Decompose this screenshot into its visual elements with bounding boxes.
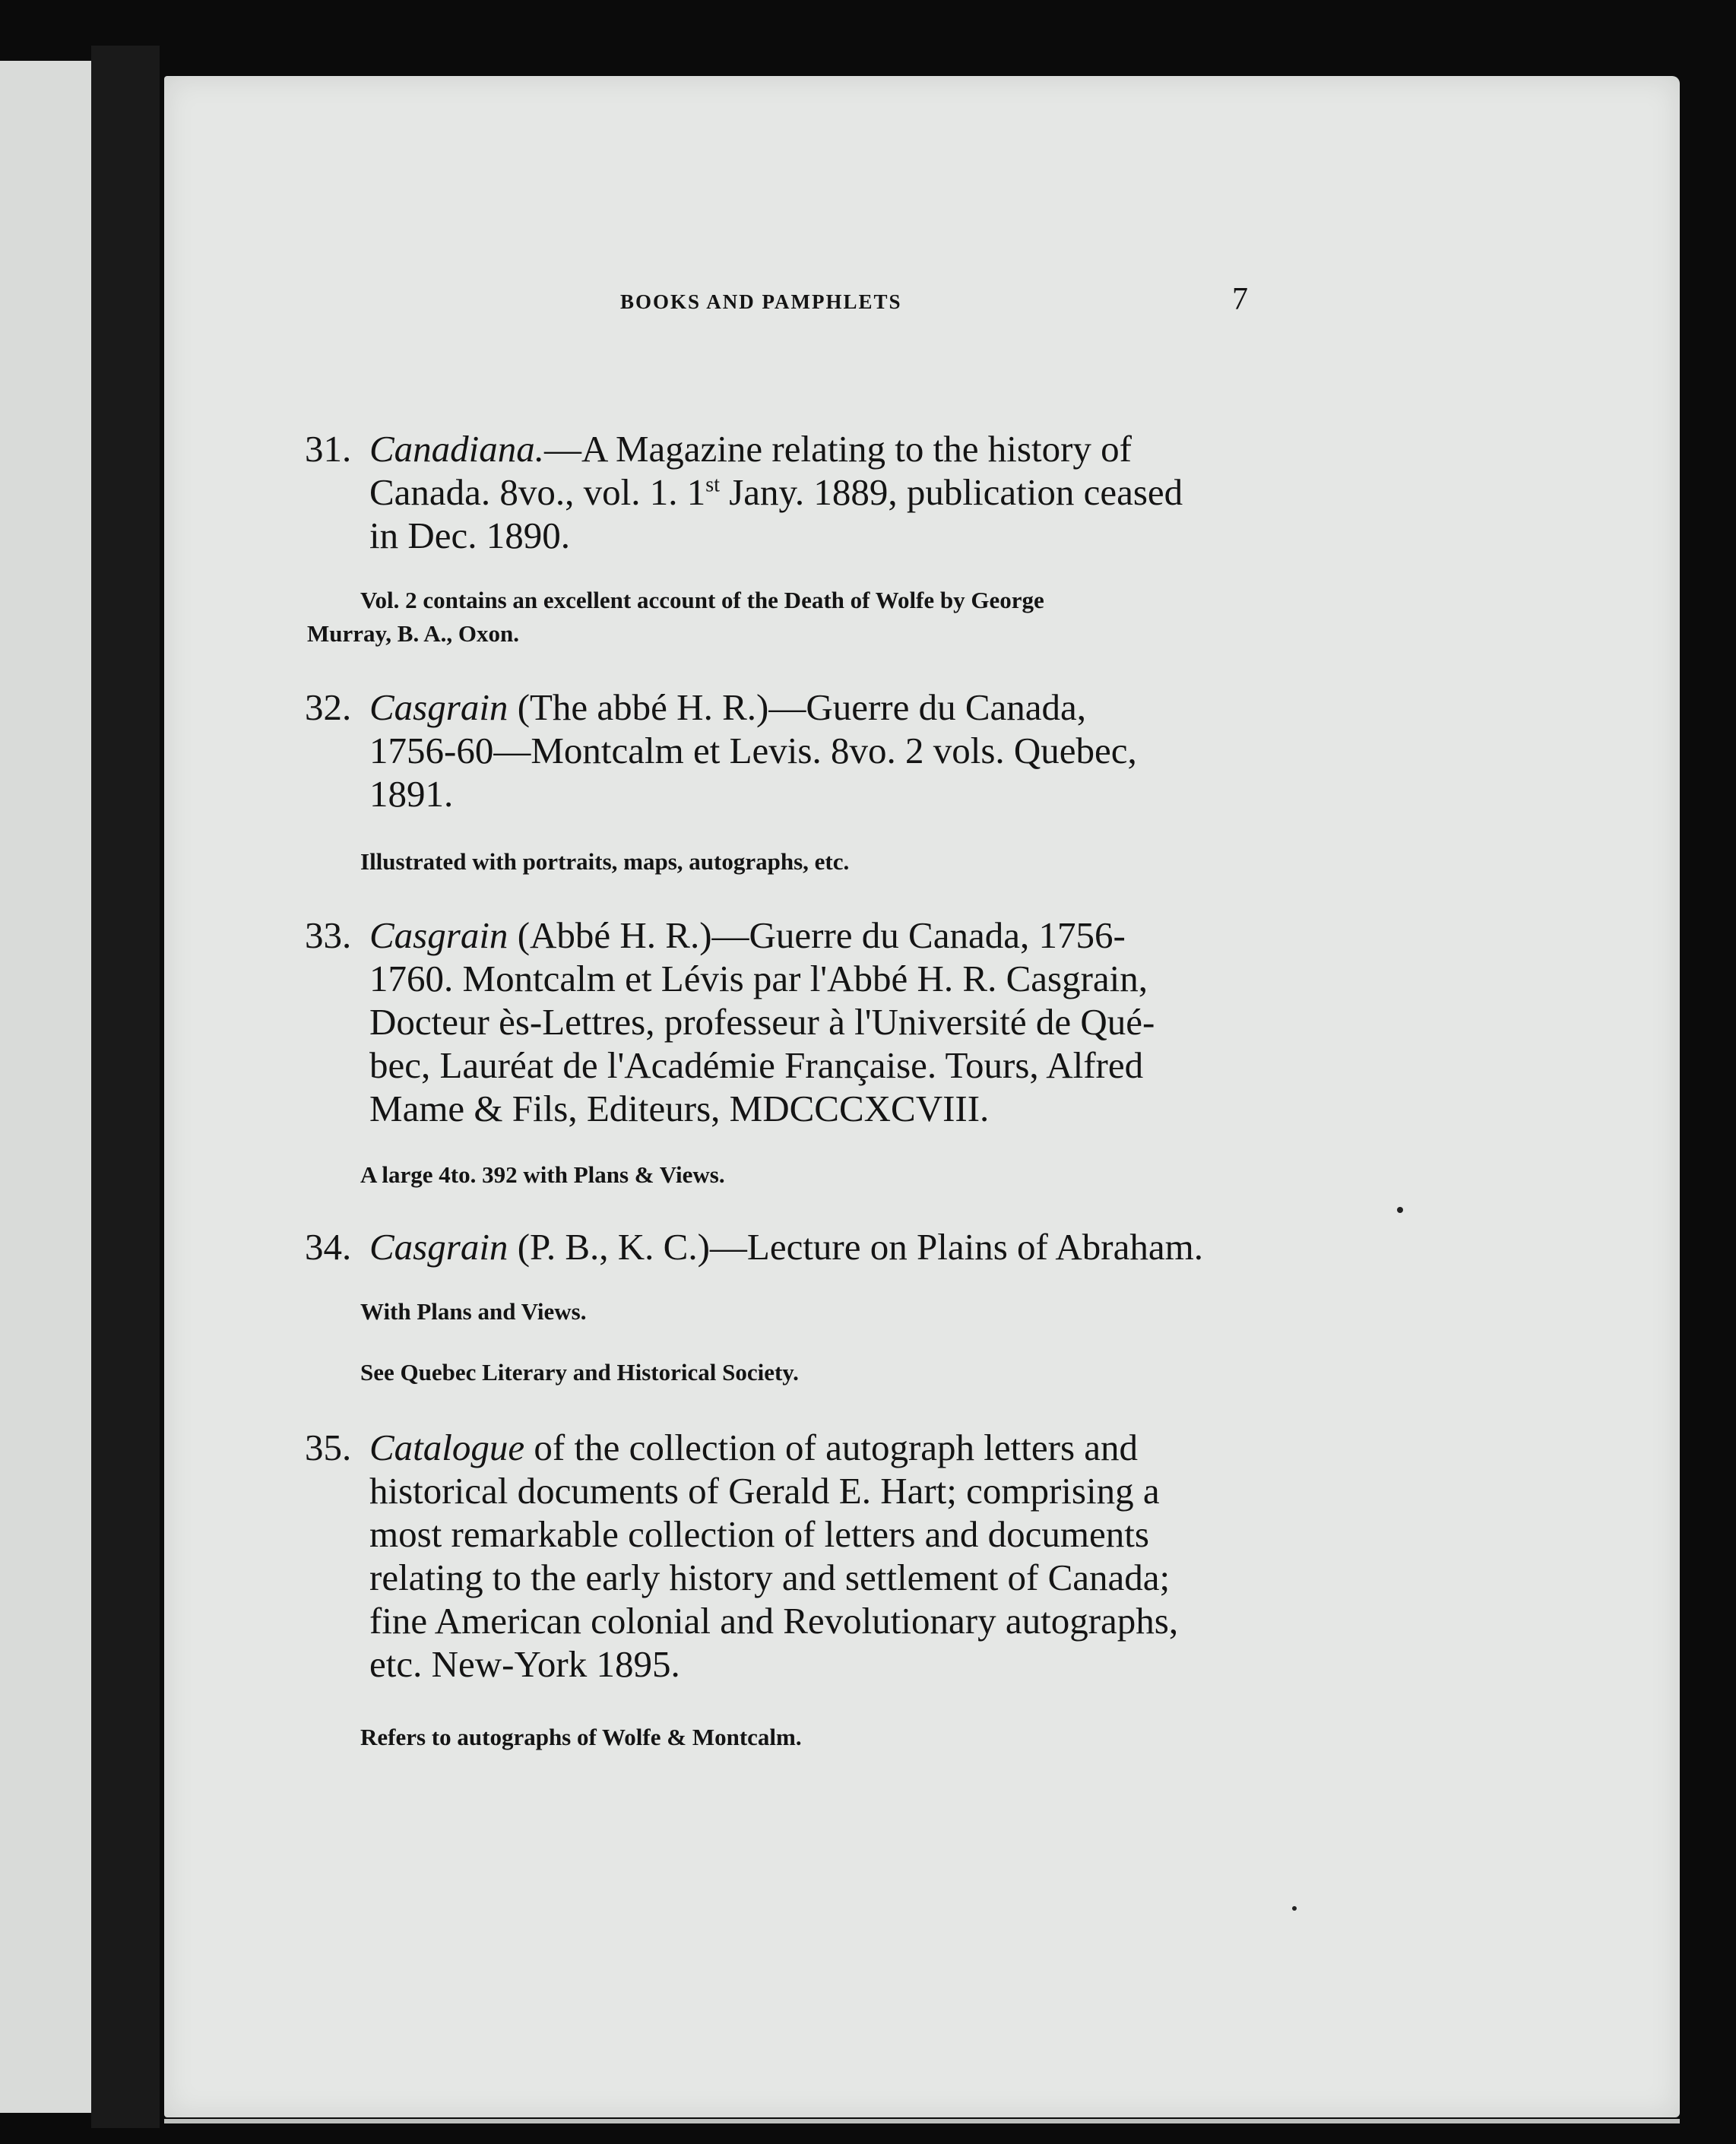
entry-34: [305, 1225, 1414, 1268]
entry-author: Casgrain: [369, 686, 508, 728]
entry-note: Illustrated with portraits, maps, autographs, etc.: [360, 848, 850, 875]
superscript: st: [705, 473, 720, 497]
entry-text-line: 1760. Montcalm et Lévis par l'Abbé H. R. Casgrain,: [369, 958, 1148, 999]
entry-text-line: (The abbé H. R.)—Guerre du Canada,: [508, 686, 1087, 728]
scan-speck: [1397, 1207, 1403, 1213]
entry-text-line: fine American colonial and Revolutionary autographs,: [369, 1600, 1179, 1642]
entry-text-line: (Abbé H. R.)—Guerre du Canada, 1756-: [508, 914, 1126, 956]
entry-author: Casgrain: [369, 914, 508, 956]
entry-number: 32.: [305, 686, 352, 728]
entry-text-line: Docteur ès-Lettres, professeur à l'Université de Qué-: [369, 1001, 1155, 1043]
entry-35: [305, 1426, 1414, 1686]
entry-text-line: 1891.: [369, 773, 454, 815]
entry-note: Vol. 2 contains an excellent account of the Death of Wolfe by George: [360, 587, 1044, 613]
entry-text-line: etc. New-York 1895.: [369, 1643, 680, 1685]
book-page: [164, 76, 1680, 2117]
entry-text-line: most remarkable collection of letters and documents: [369, 1513, 1149, 1555]
page-bottom-edge: [164, 2119, 1680, 2123]
entry-number: 33.: [305, 914, 352, 956]
entry-note: See Quebec Literary and Historical Society.: [360, 1359, 799, 1386]
entry-text-line: of the collection of autograph letters and: [524, 1427, 1139, 1468]
entry-author: Canadiana.: [369, 428, 545, 470]
entry-text-line: Mame & Fils, Editeurs, MDCCCXCVIII.: [369, 1088, 990, 1129]
entry-number: 34.: [305, 1226, 352, 1268]
entry-note: With Plans and Views.: [360, 1298, 587, 1325]
scan-speck: [1292, 1906, 1297, 1911]
page-number: 7: [1232, 282, 1248, 317]
entry-author: Catalogue: [369, 1427, 525, 1468]
entry-text-line: (P. B., K. C.)—Lecture on Plains of Abraham.: [508, 1226, 1203, 1268]
entry-text-line: bec, Lauréat de l'Académie Française. Tours, Alfred: [369, 1044, 1144, 1086]
entry-note: Refers to autographs of Wolfe & Montcalm.: [360, 1724, 802, 1750]
entry-text-line: Canada. 8vo., vol. 1. 1: [369, 471, 706, 513]
running-title: BOOKS AND PAMPHLETS: [620, 290, 902, 313]
previous-page-edge: [0, 61, 96, 2113]
entry-31: [305, 427, 1414, 557]
entry-number: 35.: [305, 1427, 352, 1468]
entry-32: [305, 686, 1414, 815]
entry-text-line: 1756-60—Montcalm et Levis. 8vo. 2 vols. Quebec,: [369, 730, 1137, 771]
page-text: [164, 76, 1680, 2117]
entry-note: A large 4to. 392 with Plans & Views.: [360, 1161, 725, 1188]
entry-note: Murray, B. A., Oxon.: [307, 620, 520, 647]
entry-text-line: Jany. 1889, publication ceased: [719, 471, 1183, 513]
entry-33: [305, 914, 1414, 1130]
entry-text-line: historical documents of Gerald E. Hart; comprising a: [369, 1470, 1160, 1512]
book-gutter: [91, 46, 160, 2128]
entry-author: Casgrain: [369, 1226, 508, 1268]
entry-text-line: —A Magazine relating to the history of: [544, 428, 1132, 470]
entry-number: 31.: [305, 428, 352, 470]
entry-text-line: relating to the early history and settlement of Canada;: [369, 1557, 1171, 1598]
entry-text-line: in Dec. 1890.: [369, 515, 570, 556]
